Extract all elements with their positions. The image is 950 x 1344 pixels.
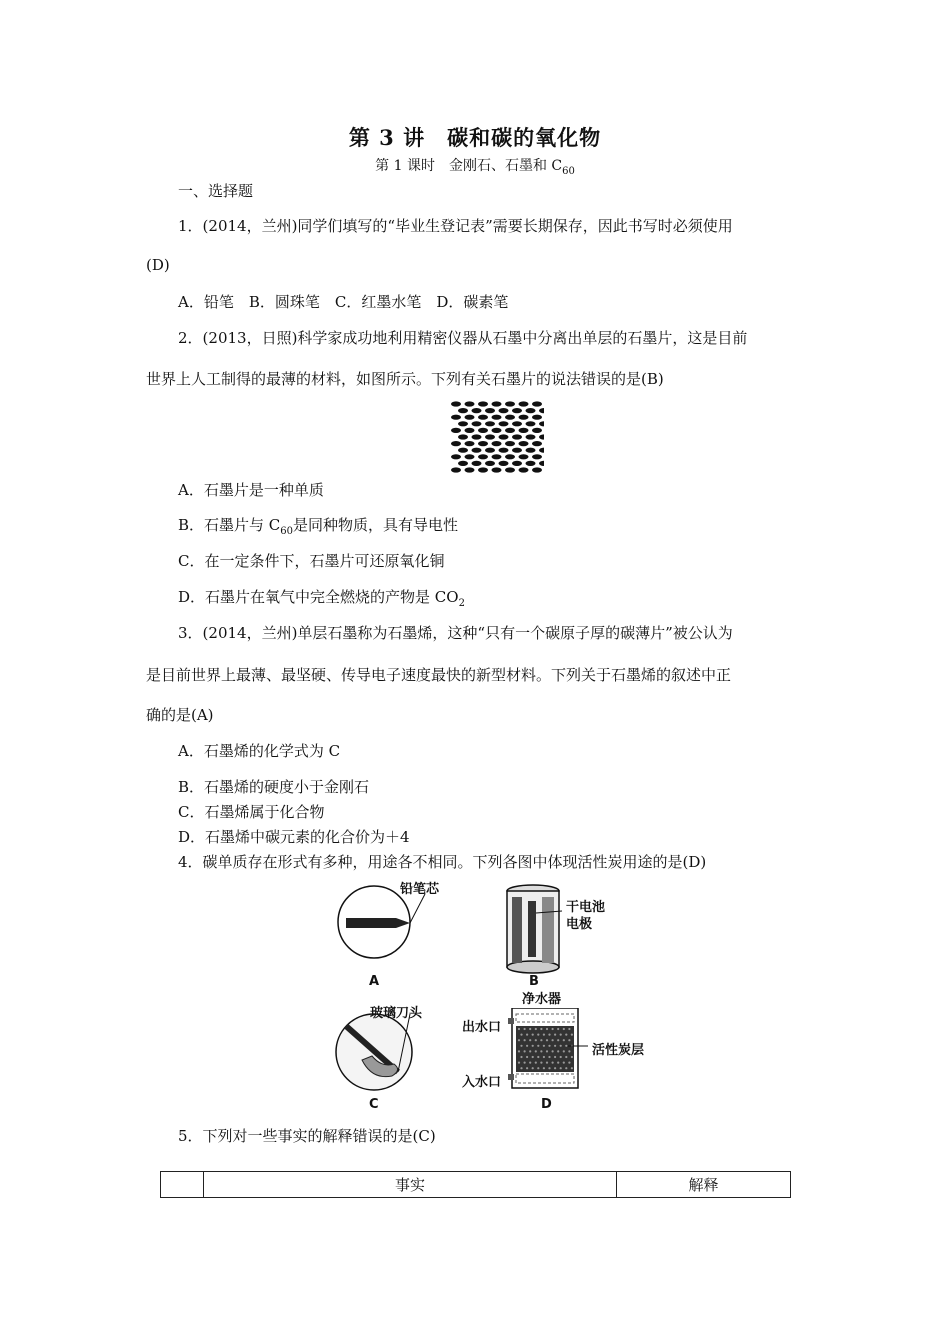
q2-line2: 世界上人工制得的最薄的材料，如图所示。下列有关石墨片的说法错误的是(B) <box>146 370 664 388</box>
carbon-grain <box>552 1050 554 1052</box>
q4-line1: 4．碳单质存在形式有多种，用途各不相同。下列各图中体现活性炭用途的是(D) <box>178 853 707 871</box>
carbon-grain <box>529 1039 531 1041</box>
q1-options: A．铅笔 B．圆珠笔 C．红墨水笔 D．碳素笔 <box>178 293 509 311</box>
carbon-grain <box>571 1034 573 1036</box>
q1-line1: 1．(2014，兰州)同学们填写的“毕业生登记表”需要长期保存，因此书写时必须使用 <box>178 217 733 235</box>
carbon-grain <box>554 1067 556 1069</box>
graphene-dot <box>478 415 488 420</box>
carbon-grain <box>537 1067 539 1069</box>
carbon-grain <box>563 1028 565 1030</box>
graphene-dot <box>465 428 475 433</box>
q5-line1: 5．下列对一些事实的解释错误的是(C) <box>178 1127 436 1145</box>
graphene-dot <box>526 421 536 426</box>
graphene-dot <box>451 428 461 433</box>
carbon-grain <box>543 1034 545 1036</box>
figure-b-caption: B <box>529 974 539 989</box>
facts-table <box>160 1171 791 1198</box>
graphene-dot <box>532 467 542 472</box>
carbon-grain <box>552 1028 554 1030</box>
graphene-dot <box>451 415 461 420</box>
carbon-grain <box>532 1067 534 1069</box>
figure-c-caption: C <box>369 1097 379 1112</box>
carbon-grain <box>532 1034 534 1036</box>
graphene-dot <box>539 408 544 413</box>
carbon-grain <box>546 1028 548 1030</box>
carbon-grain <box>520 1056 522 1058</box>
graphene-dot <box>478 441 488 446</box>
graphene-dot <box>499 421 509 426</box>
carbon-grain <box>537 1034 539 1036</box>
graphene-dot <box>458 434 468 439</box>
carbon-grain <box>540 1028 542 1030</box>
graphene-dot <box>512 461 522 466</box>
carbon-grain <box>540 1039 542 1041</box>
graphene-dot <box>505 441 515 446</box>
graphene-dot <box>478 454 488 459</box>
carbon-grain <box>568 1028 570 1030</box>
carbon-grain <box>571 1056 573 1058</box>
graphene-dot <box>526 408 536 413</box>
graphene-dot <box>532 441 542 446</box>
carbon-grain <box>554 1045 556 1047</box>
carbon-grain <box>563 1050 565 1052</box>
page-subtitle: 第 1 课时 金刚石、石墨和 $C_{60}$ <box>375 158 575 177</box>
graphene-dot <box>512 408 522 413</box>
carbon-grain <box>557 1028 559 1030</box>
carbon-grain <box>560 1056 562 1058</box>
graphene-dot <box>458 461 468 466</box>
carbon-grain <box>535 1062 537 1064</box>
carbon-grain <box>557 1062 559 1064</box>
graphene-dot <box>472 421 482 426</box>
graphene-dot <box>472 434 482 439</box>
graphene-dot <box>499 408 509 413</box>
carbon-grain <box>554 1034 556 1036</box>
q2-option-c: C．在一定条件下，石墨片可还原氧化铜 <box>178 552 445 570</box>
carbon-grain <box>565 1045 567 1047</box>
graphene-dot <box>539 461 544 466</box>
carbon-grain <box>524 1062 526 1064</box>
glass-cutter-figure <box>332 1010 422 1094</box>
carbon-grain <box>552 1062 554 1064</box>
carbon-grain <box>543 1067 545 1069</box>
graphene-dot <box>465 401 475 406</box>
figure-b-label-1: 干电池 <box>566 900 606 915</box>
graphene-dot <box>505 428 515 433</box>
graphene-dot <box>465 467 475 472</box>
carbon-grain <box>557 1039 559 1041</box>
carbon-grain <box>532 1056 534 1058</box>
carbon-grain <box>529 1028 531 1030</box>
graphene-dot <box>478 428 488 433</box>
table-header-explanation: 解释 <box>617 1172 791 1198</box>
carbon-grain <box>548 1067 550 1069</box>
carbon-grain <box>535 1039 537 1041</box>
graphene-dot <box>519 415 529 420</box>
graphene-dot <box>458 408 468 413</box>
graphene-dot <box>492 454 502 459</box>
figure-d-caption: D <box>541 1097 552 1112</box>
carbon-grain <box>526 1034 528 1036</box>
carbon-grain <box>543 1056 545 1058</box>
carbon-grain <box>554 1056 556 1058</box>
graphene-dot <box>512 448 522 453</box>
q3-option-d: D．石墨烯中碳元素的化合价为＋4 <box>178 828 410 846</box>
carbon-grain <box>520 1045 522 1047</box>
q3-option-b: B．石墨烯的硬度小于金刚石 <box>178 778 370 796</box>
water-purifier-figure <box>508 1008 588 1090</box>
graphene-dot <box>472 408 482 413</box>
graphene-dot <box>526 434 536 439</box>
graphene-dot <box>485 448 495 453</box>
graphene-dot <box>505 467 515 472</box>
graphene-dot <box>512 434 522 439</box>
figure-d-inlet-label: 入水口 <box>462 1075 502 1090</box>
carbon-grain <box>546 1062 548 1064</box>
carbon-grain <box>520 1067 522 1069</box>
q2-line1: 2．(2013，日照)科学家成功地利用精密仪器从石墨中分离出单层的石墨片，这是目前 <box>178 329 748 347</box>
carbon-grain <box>529 1062 531 1064</box>
carbon-grain <box>560 1045 562 1047</box>
carbon-grain <box>557 1050 559 1052</box>
q3-option-a: A．石墨烯的化学式为 C <box>178 742 341 760</box>
carbon-grain <box>548 1034 550 1036</box>
carbon-grain <box>568 1050 570 1052</box>
graphene-dot <box>519 454 529 459</box>
graphene-dot <box>458 421 468 426</box>
carbon-grain <box>565 1067 567 1069</box>
graphene-dot <box>539 434 544 439</box>
graphene-dot <box>465 441 475 446</box>
graphene-dot <box>492 467 502 472</box>
figure-c-label: 玻璃刀头 <box>370 1006 423 1021</box>
graphene-dot <box>526 461 536 466</box>
graphene-dot <box>512 421 522 426</box>
graphene-dot <box>492 428 502 433</box>
carbon-grain <box>540 1050 542 1052</box>
graphene-dot <box>485 408 495 413</box>
page-title: 第 3 讲 碳和碳的氧化物 <box>348 125 602 150</box>
graphene-dot <box>499 461 509 466</box>
carbon-grain <box>535 1050 537 1052</box>
carbon-grain <box>571 1067 573 1069</box>
graphene-dot <box>478 401 488 406</box>
graphene-dot <box>499 448 509 453</box>
figure-d-carbon-label: 活性炭层 <box>592 1043 645 1058</box>
dry-battery-figure <box>498 883 568 975</box>
carbon-grain <box>560 1067 562 1069</box>
graphene-dot <box>451 467 461 472</box>
carbon-grain <box>524 1050 526 1052</box>
graphene-dot <box>492 401 502 406</box>
graphene-dot <box>499 434 509 439</box>
graphene-dot <box>532 454 542 459</box>
carbon-grain <box>518 1062 520 1064</box>
carbon-grain <box>563 1062 565 1064</box>
graphene-dot <box>478 467 488 472</box>
table-header-index <box>161 1172 204 1198</box>
carbon-grain <box>526 1067 528 1069</box>
graphene-dot <box>465 415 475 420</box>
graphene-dot <box>472 448 482 453</box>
graphene-dot <box>451 454 461 459</box>
figure-a-label: 铅笔芯 <box>400 882 440 897</box>
graphene-figure <box>450 400 544 473</box>
carbon-grain <box>548 1045 550 1047</box>
table-header-row <box>161 1172 791 1198</box>
q3-line3: 确的是(A) <box>146 706 214 724</box>
carbon-grain <box>565 1034 567 1036</box>
carbon-grain <box>546 1039 548 1041</box>
carbon-grain <box>546 1050 548 1052</box>
graphene-dot <box>492 415 502 420</box>
graphene-dot <box>458 448 468 453</box>
graphene-dot <box>532 401 542 406</box>
graphene-dot <box>505 454 515 459</box>
graphene-dot <box>505 415 515 420</box>
graphene-dot <box>519 401 529 406</box>
carbon-grain <box>537 1045 539 1047</box>
carbon-grain <box>524 1039 526 1041</box>
q3-line2: 是目前世界上最薄、最坚硬、传导电子速度最快的新型材料。下列关于石墨烯的叙述中正 <box>146 666 732 684</box>
section-heading: 一、选择题 <box>178 182 254 200</box>
figure-a-caption: A <box>369 974 380 989</box>
table-header-fact: 事实 <box>204 1172 617 1198</box>
figure-d-outlet-label: 出水口 <box>462 1020 502 1035</box>
carbon-grain <box>543 1045 545 1047</box>
graphene-dot <box>485 461 495 466</box>
carbon-grain <box>520 1034 522 1036</box>
graphene-dot <box>451 441 461 446</box>
carbon-grain <box>568 1039 570 1041</box>
carbon-grain <box>532 1045 534 1047</box>
graphene-dot <box>519 467 529 472</box>
carbon-grain <box>540 1062 542 1064</box>
graphene-dot <box>526 448 536 453</box>
carbon-grain <box>548 1056 550 1058</box>
graphene-dot <box>519 428 529 433</box>
graphene-dot <box>539 421 544 426</box>
graphene-dot <box>465 454 475 459</box>
carbon-grain <box>560 1034 562 1036</box>
graphene-dot <box>451 401 461 406</box>
carbon-grain <box>529 1050 531 1052</box>
graphene-dot <box>485 421 495 426</box>
carbon-grain <box>552 1039 554 1041</box>
q3-line1: 3．(2014，兰州)单层石墨称为石墨烯，这种“只有一个碳原子厚的碳薄片”被公认为 <box>178 624 733 642</box>
carbon-grain <box>526 1045 528 1047</box>
graphene-dot <box>492 441 502 446</box>
graphene-dot <box>485 434 495 439</box>
carbon-grain <box>537 1056 539 1058</box>
carbon-grain <box>568 1062 570 1064</box>
q3-option-c: C．石墨烯属于化合物 <box>178 803 325 821</box>
q2-option-b: B．石墨片与 $C_{60}$是同种物质，具有导电性 <box>178 516 459 537</box>
graphene-dot <box>505 401 515 406</box>
q2-option-a: A．石墨片是一种单质 <box>178 481 324 499</box>
graphene-dot <box>472 461 482 466</box>
carbon-grain <box>563 1039 565 1041</box>
q2-option-d: D．石墨片在氧气中完全燃烧的产物是 $CO_2$ <box>178 588 465 609</box>
carbon-grain <box>518 1028 520 1030</box>
graphene-dot <box>532 415 542 420</box>
carbon-grain <box>518 1050 520 1052</box>
figure-d-title: 净水器 <box>522 992 562 1007</box>
carbon-grain <box>565 1056 567 1058</box>
graphene-dot <box>532 428 542 433</box>
carbon-grain <box>518 1039 520 1041</box>
carbon-grain <box>526 1056 528 1058</box>
figure-b-label-2: 电极 <box>566 917 593 932</box>
graphene-dot <box>539 448 544 453</box>
q1-line2: (D) <box>146 256 170 274</box>
graphene-dot <box>519 441 529 446</box>
carbon-grain <box>524 1028 526 1030</box>
carbon-grain <box>535 1028 537 1030</box>
